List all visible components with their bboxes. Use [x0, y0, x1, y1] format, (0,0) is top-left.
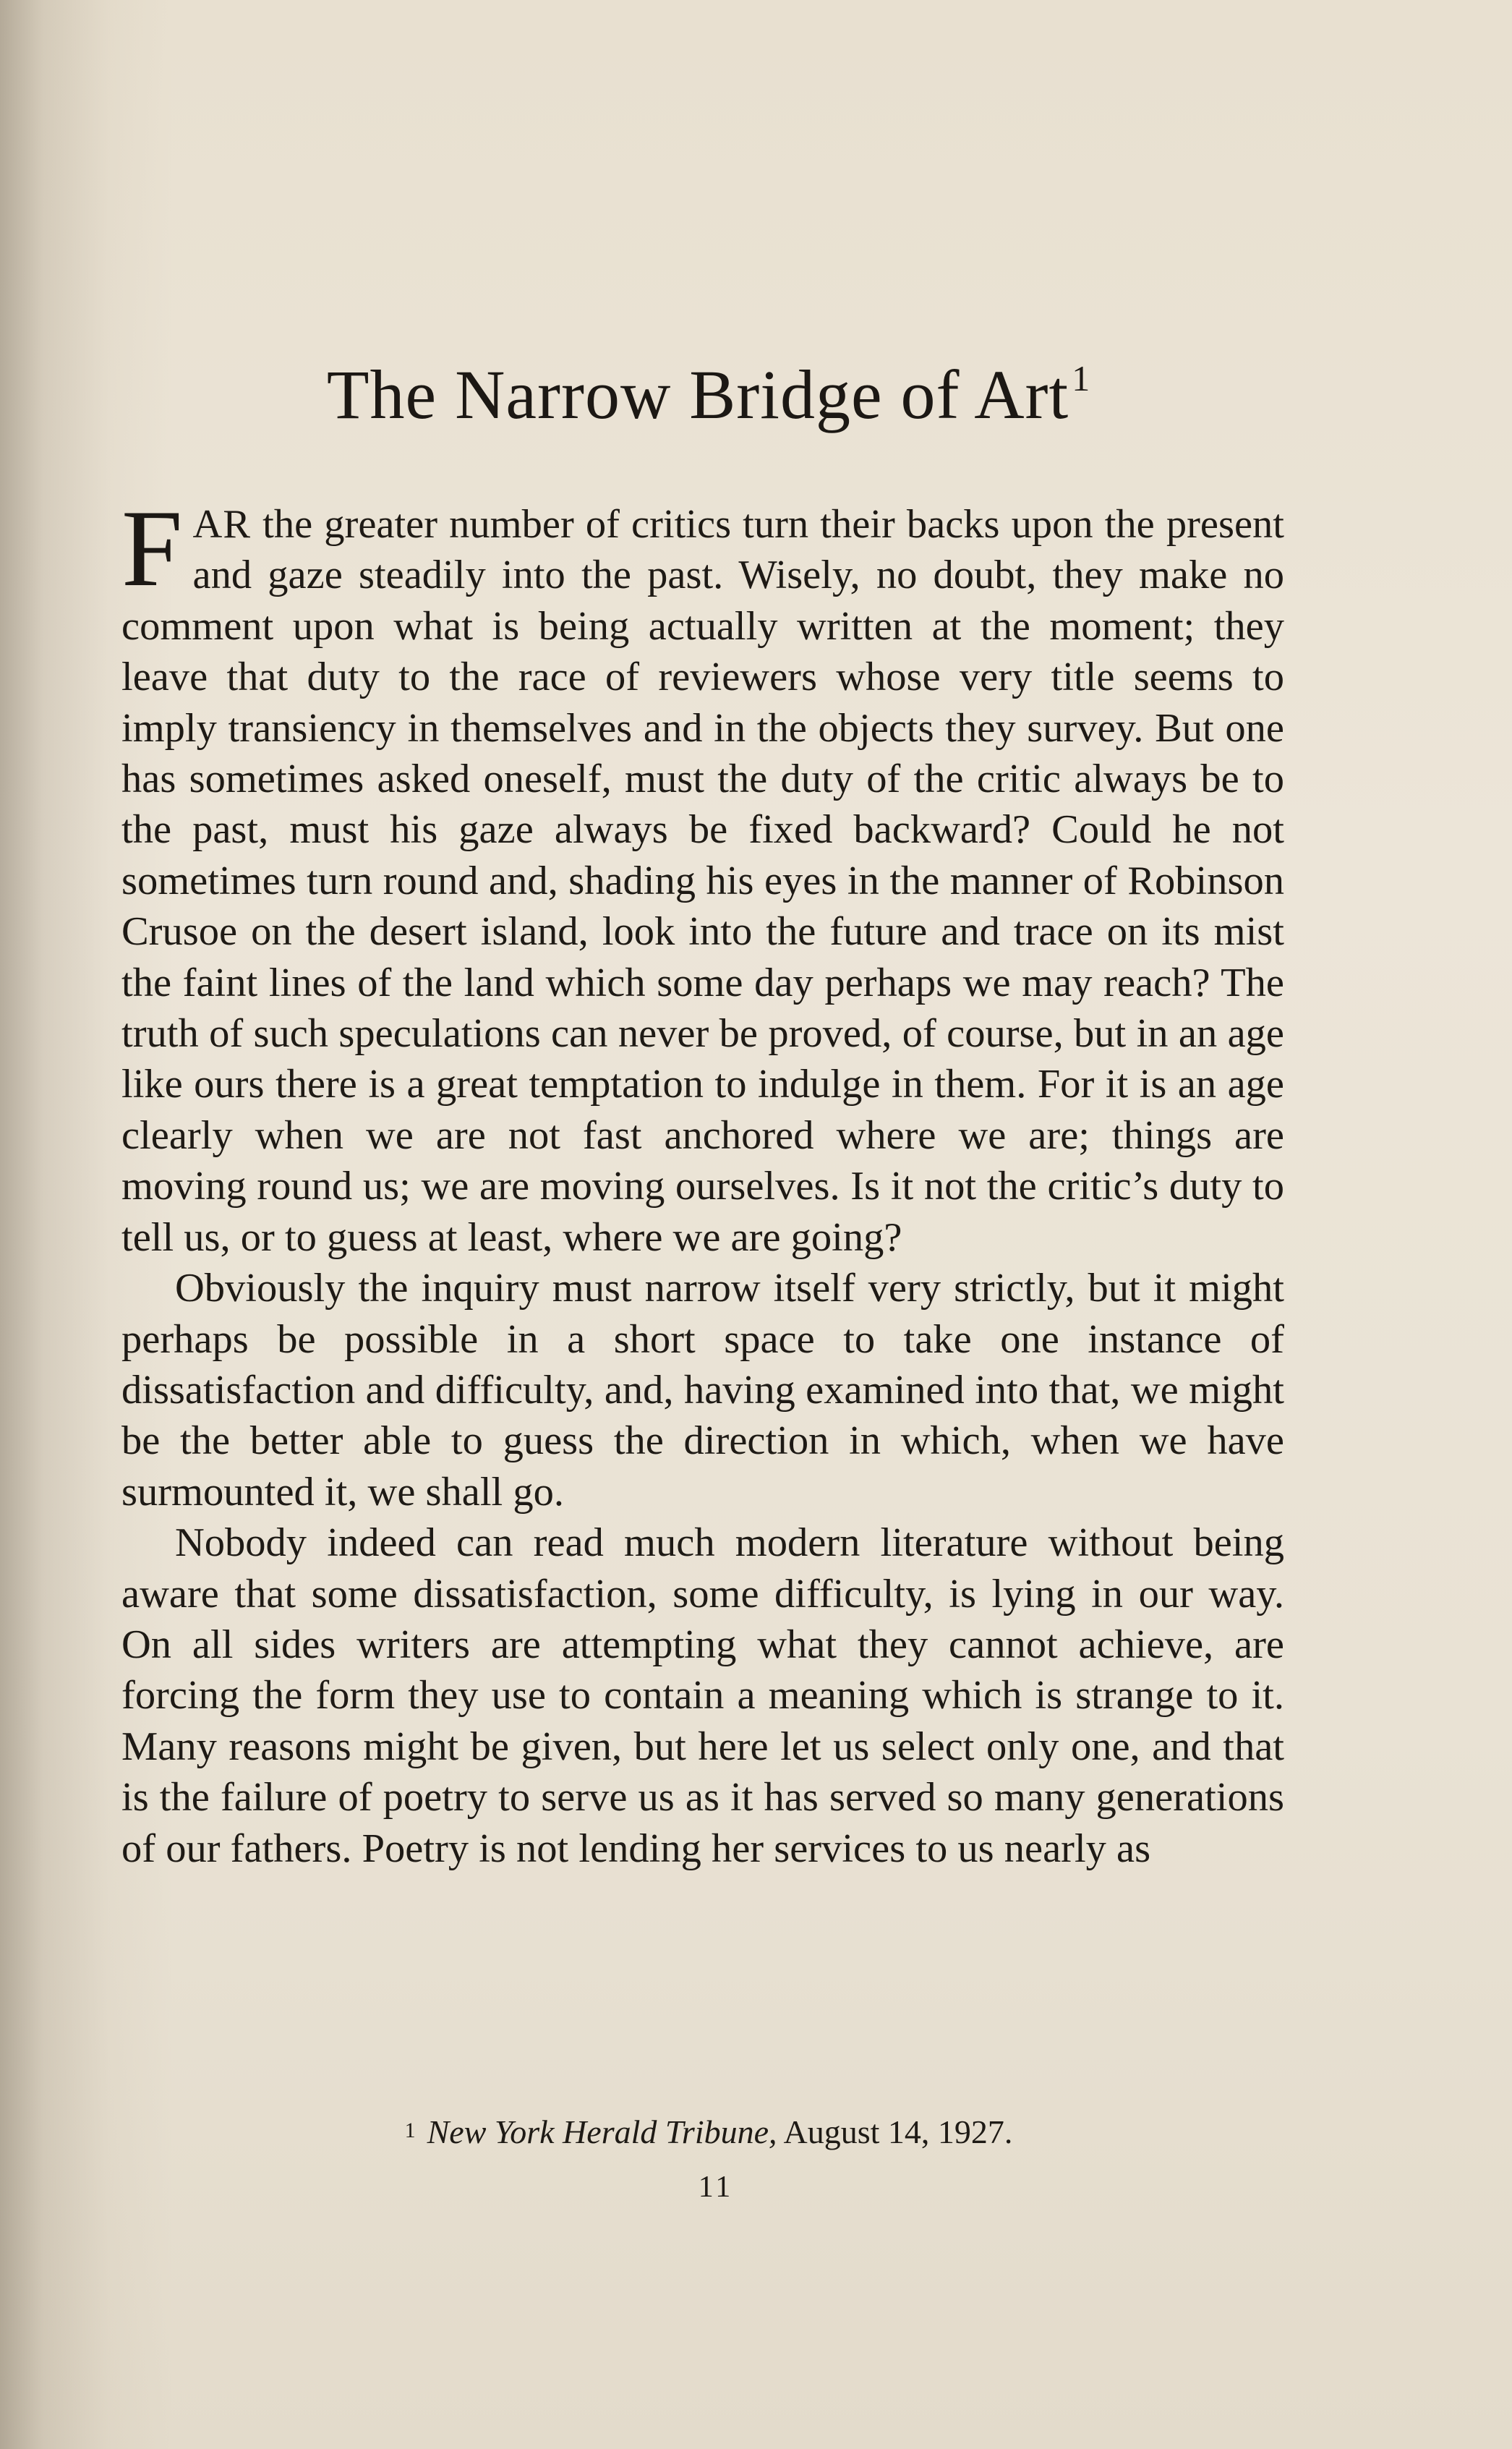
- body-text: [121, 487, 1284, 1874]
- paragraph-1: [121, 487, 1284, 1263]
- page-number: 11: [698, 2171, 734, 2204]
- paragraph-2: Obviously the inquiry must narrow itself very strictly, but it might perhaps be possible in a short space to take one instance of dissatisfaction and difficulty, and, having examined into that, we might be the better able to guess the direction in which, when we have surmounted it, we shall go.: [121, 1266, 1284, 1515]
- title-footnote-marker: 1: [1072, 358, 1091, 399]
- footnote-marker: 1: [404, 2118, 416, 2142]
- chapter-title: [0, 354, 1417, 435]
- footnote-source: New York Herald Tribune,: [427, 2113, 777, 2150]
- drop-cap: F: [121, 487, 183, 609]
- chapter-title-text: The Narrow Bridge of Art: [326, 356, 1069, 433]
- footnote: [0, 2109, 1417, 2154]
- opening-smallcaps: AR: [192, 502, 252, 547]
- paragraph-1-text: the greater number of critics turn their backs upon the present and gaze steadily into the past. Wisely, no doubt, they make no comment upon what is being actually written at the moment; they leave that duty to the race of reviewers whose very title seems to imply transiency in themselves and in the objects they survey. But one has sometimes asked oneself, must the duty of the critic always be to the past, must his gaze always be fixed backward? Could he not sometimes turn round and, shading his eyes in the manner of Robinson Crusoe on the desert island, look into the future and trace on its mist the faint lines of the land which some day perhaps we may reach? The truth of such speculations can never be proved, of course, but in an age like ours there is a great temptation to indulge in them. For it is an age clearly when we are not fast anchored where we are; things are moving round us; we are moving ourselves. Is it not the critic’s duty to tell us, or to guess at least, where we are going?: [121, 502, 1284, 1260]
- paragraph-3: Nobody indeed can read much modern literature without being aware that some dissatisfaction, some difficulty, is lying in our way. On all sides writers are attempting what they cannot achieve, are forcing the form they use to contain a meaning which is strange to it. Many reasons might be given, but here let us select only one, and that is the failure of poetry to serve us as it has served so many generations of our fathers. Poetry is not lending her services to us nearly as: [121, 1520, 1284, 1871]
- footnote-date: August 14, 1927.: [777, 2113, 1013, 2150]
